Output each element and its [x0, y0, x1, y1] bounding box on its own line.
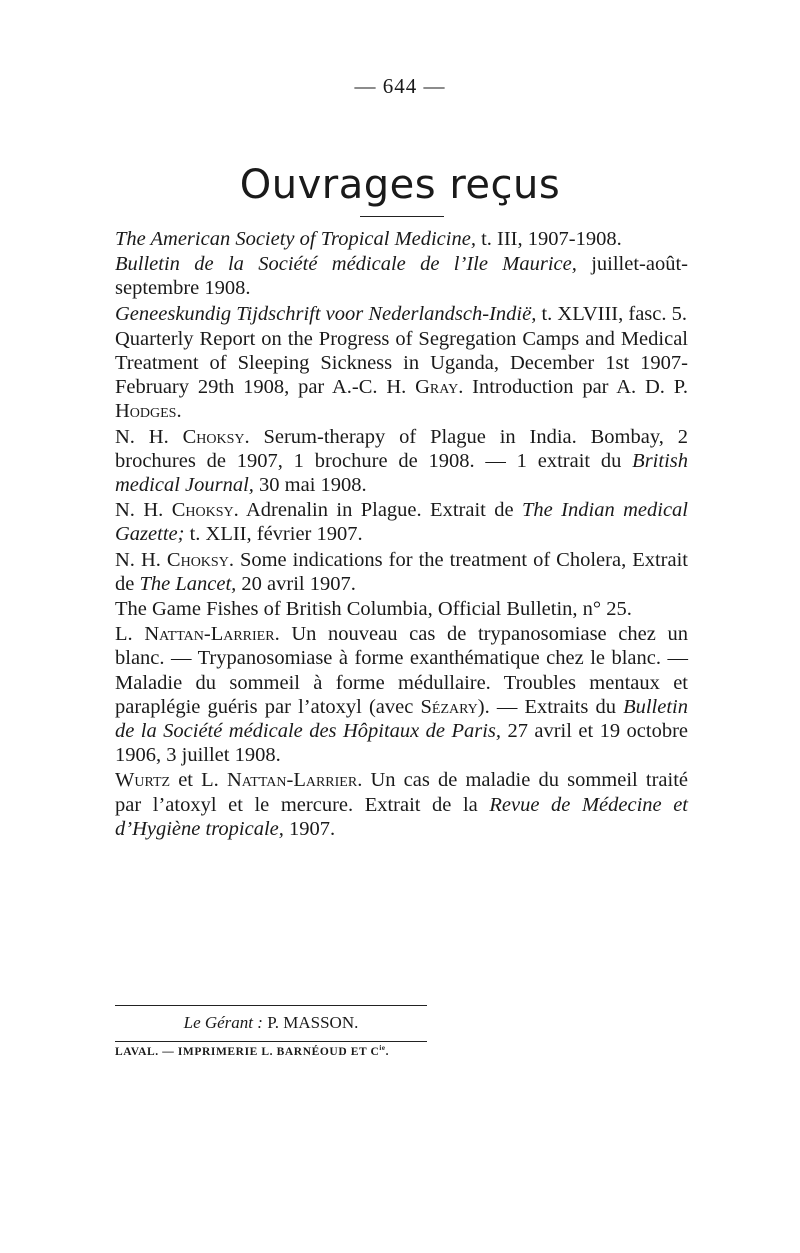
- entry-italic-text: British medical Journal,: [115, 449, 688, 497]
- printer-sup: ie: [379, 1045, 386, 1053]
- entry-italic-text: Revue de Médecine et d’Hygiène tropicale,: [115, 793, 688, 840]
- entry-text: N. H.: [115, 499, 172, 522]
- entry-text: N. H.: [115, 548, 167, 571]
- entry-text: . Adrenalin in Plague. Extrait de: [233, 499, 523, 522]
- entry-item: [115, 498, 688, 546]
- entry-text: . Introduction par A. D. P.: [458, 376, 689, 399]
- entry-text: . Un nouveau cas de trypanosomiase chez un blanc. — Trypanosomiase à forme exanthématique chez le blanc. — Maladie du sommeil à forme médullaire. Troubles mentaux et paraplégie guéris par l’atoxyl (avec: [115, 623, 688, 718]
- footer-top-rule: [115, 1005, 427, 1006]
- entry-text: juillet-août-septembre 1908.: [115, 253, 688, 300]
- entry-author-name: Choksy: [182, 425, 245, 448]
- footer-bottom-rule: [115, 1041, 427, 1042]
- entry-italic-text: Bulletin de la Société médicale de l’Ile Maurice,: [115, 253, 577, 276]
- entry-text: .: [176, 400, 182, 423]
- entry-author-name: Hodges: [115, 400, 177, 423]
- entry-text: t. XLII, février 1907.: [184, 523, 363, 546]
- entry-item: [115, 622, 688, 767]
- entry-text: . Serum-therapy of Plague in India. Bombay, 2 brochures de 1907, 1 brochure de 1908. — 1 extrait du: [115, 425, 688, 472]
- gerant-label: Le Gérant :: [183, 1013, 263, 1032]
- printer-end: .: [385, 1046, 390, 1058]
- entry-text: The Game Fishes of British Columbia, Official Bulletin, n° 25.: [115, 598, 632, 621]
- entry-italic-text: The American Society of Tropical Medicine,: [115, 228, 476, 250]
- gerant-line: [115, 1013, 427, 1033]
- entry-author-name: Gray: [415, 376, 459, 399]
- gerant-name: P. MASSON.: [267, 1013, 359, 1032]
- page-number: — 644 —: [354, 74, 446, 98]
- entry-author-name: Nattan-Larrier: [144, 623, 275, 646]
- entry-text: t. XLVIII, fasc. 5.: [536, 302, 688, 325]
- entry-text: t. III, 1907-1908.: [475, 228, 622, 250]
- entry-italic-text: Geneeskundig Tijdschrift voor Nederlandsch-Indië,: [115, 302, 537, 325]
- entry-author-name: Choksy: [166, 548, 229, 571]
- entry-author-name: Nattan-Larrier: [226, 769, 358, 792]
- entry-item: [115, 302, 688, 326]
- entry-text: 1907.: [283, 817, 336, 840]
- entry-text: . Un cas de maladie du sommeil traité par l’atoxyl et le mercure. Extrait de la: [115, 769, 688, 816]
- entry-item: [115, 227, 688, 251]
- entry-text: ). — Extraits du: [477, 695, 624, 718]
- entry-text: N. H.: [115, 425, 183, 448]
- entry-text: . Some indications for the treatment of Cholera, Extrait de: [115, 548, 688, 595]
- entry-italic-text: The Lancet,: [139, 572, 237, 595]
- entry-text: et L.: [170, 769, 227, 792]
- entry-italic-text: Bulletin de la Société médicale des Hôpitaux de Paris,: [115, 695, 688, 743]
- entry-text: 27 avril et 19 octobre 1906, 3 juillet 1908.: [115, 720, 688, 767]
- entry-item: [115, 425, 688, 498]
- entry-author-name: Wurtz: [115, 769, 171, 792]
- entry-text: 20 avril 1907.: [236, 572, 356, 595]
- printer-imprint: [115, 1046, 515, 1058]
- entry-item: [115, 768, 688, 841]
- entry-item: [115, 252, 688, 300]
- entry-text: 30 mai 1908.: [253, 474, 367, 497]
- entry-italic-text: The Indian medical Gazette;: [115, 499, 688, 546]
- printer-text: LAVAL. — IMPRIMERIE L. BARNÉOUD ET C: [115, 1046, 380, 1058]
- entries-list: [115, 227, 688, 842]
- entry-text: Quarterly Report on the Progress of Segregation Camps and Medical Treatment of Sleeping Sickness in Uganda, December 1st 1907-February 29th 1908, par A.-C. H.: [115, 327, 688, 399]
- entry-item: [115, 548, 688, 596]
- entry-item: [115, 327, 688, 424]
- page-title: Ouvrages reçus: [239, 162, 561, 208]
- entry-text: L.: [115, 623, 145, 646]
- entry-item: [115, 597, 688, 621]
- entry-author-name: Choksy: [171, 499, 234, 522]
- title-divider: [360, 216, 444, 217]
- entry-author-name: Sézary: [420, 695, 478, 718]
